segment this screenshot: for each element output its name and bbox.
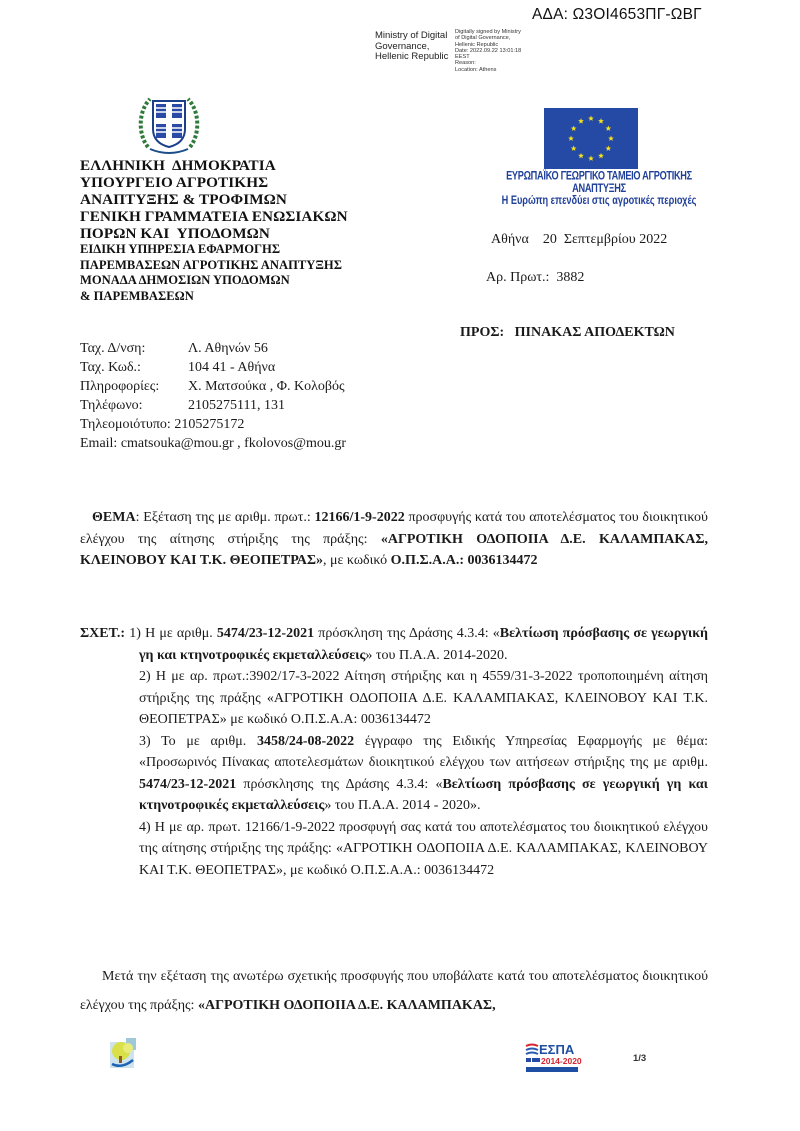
signature-detail: of Digital Governance,	[455, 35, 511, 42]
subject-text: προσφυγής κατά του αποτελέσματος του διοικητικού ελέγχου της αίτησης στήριξης της πράξης:	[80, 510, 708, 547]
contact-label: Τηλεομοιότυπο:	[80, 417, 171, 432]
issuer-line: ΑΝΑΠΤΥΞΗΣ & ΤΡΟΦΙΜΩΝ	[80, 191, 288, 208]
contact-label: Email:	[80, 436, 118, 451]
signature-detail: Hellenic Republic	[455, 41, 499, 48]
place-date	[491, 232, 667, 248]
related-item-4: 4) Η με αρ. πρωτ. 12166/1-9-2022 προσφυγή σας κατά του αποτελέσματος του διοικητικού ελέγχου της αίτησης στήριξης της πράξης: «ΑΓΡΟΤΙΚΗ ΟΔΟΠΟΙΙΑ Δ.Ε. ΚΑΛΑΜΠΑΚΑΣ, ΚΛΕΙΝΟΒΟΥ ΚΑΙ Τ.Κ. ΘΕΟΠΕΤΡΑΣ», με κωδικό Ο.Π.Σ.Α.Α.: 0036134472	[139, 819, 708, 878]
recipients: ΠΡΟΣ: ΠΙΝΑΚΑΣ ΑΠΟΔΕΚΤΩΝ	[460, 325, 675, 340]
contact-label: Τηλέφωνο:	[80, 398, 143, 413]
contact-row	[80, 358, 346, 377]
contact-value: 2105275172	[174, 417, 245, 432]
related-text: » του Π.Α.Α. 2014 - 2020».	[324, 798, 481, 813]
signature-detail: Location: Athens	[455, 66, 497, 73]
contact-row	[80, 434, 346, 453]
related-text: 1) Η με αριθμ.	[129, 626, 217, 641]
project-title: «ΑΓΡΟΤΙΚΗ ΟΔΟΠΟΙΙΑ Δ.Ε. ΚΑΛΑΜΠΑΚΑΣ, ΚΛΕΙΝΟΒΟΥ ΚΑΙ Τ.Κ. ΘΕΟΠΕΤΡΑΣ»	[80, 531, 708, 568]
subject-text: : Εξέταση της με αριθμ. πρωτ.:	[135, 510, 315, 525]
issuer-line: ΓΕΝΙΚΗ ΓΡΑΜΜΑΤΕΙΑ ΕΝΩΣΙΑΚΩΝ	[80, 208, 348, 225]
issuer-line: ΜΟΝΑΔΑ ΔΗΜΟΣΙΩΝ ΥΠΟΔΟΜΩΝ	[80, 273, 290, 287]
body-text: Μετά την εξέταση της ανωτέρω σχετικής προσφυγής που υποβάλατε κατά του αποτελέσματος διοικητικού ελέγχου της πράξης:	[80, 969, 708, 1013]
subject-paragraph	[80, 507, 708, 572]
page-number: 1/3	[633, 1053, 647, 1064]
project-title: «ΑΓΡΟΤΙΚΗ ΟΔΟΠΟΙΙΑ Δ.Ε. ΚΑΛΑΜΠΑΚΑΣ,	[197, 998, 496, 1013]
ada-code: ΑΔΑ: Ω3ΟΙ4653ΠΓ-ΩΒΓ	[532, 6, 702, 23]
signer-line: Ministry of Digital	[375, 30, 448, 41]
contact-value: Λ. Αθηνών 56	[188, 341, 268, 356]
signature-detail: Reason:	[455, 60, 476, 67]
subject-text: , με κωδικό	[323, 553, 391, 568]
related-item-2: 2) Η με αρ. πρωτ.:3902/17-3-2022 Αίτηση στήριξης και η 4559/31-3-2022 τροποποιημένη αίτηση στήριξης της πράξης «ΑΓΡΟΤΙΚΗ ΟΔΟΠΟΙΙΑ Δ.Ε. ΚΑΛΑΜΠΑΚΑΣ, ΚΛΕΙΝΟΒΟΥ ΚΑΙ Τ.Κ. ΘΕΟΠΕΤΡΑΣ» με κωδικό Ο.Π.Σ.Α.Α: 0036134472	[139, 669, 708, 727]
signer-line: Hellenic Republic	[375, 51, 449, 62]
action-title: Βελτίωση πρόσβασης σε γεωργική γη και κτηνοτροφικές εκμεταλλεύσεις	[139, 626, 708, 663]
eafrd-logo-text	[484, 169, 714, 207]
call-number: 5474/23-12-2021	[139, 776, 237, 792]
action-title: Βελτίωση πρόσβασης σε γεωργική γη και κτηνοτροφικές εκμεταλλεύσεις	[139, 776, 708, 813]
appeal-number: 12166/1-9-2022	[314, 510, 405, 525]
place: Αθήνα	[491, 232, 529, 247]
issuer-line: ΠΟΡΩΝ ΚΑΙ ΥΠΟΔΟΜΩΝ	[80, 225, 270, 242]
eafrd-title: ΕΥΡΩΠΑΪΚΟ ΓΕΩΡΓΙΚΟ ΤΑΜΕΙΟ ΑΓΡΟΤΙΚΗΣ ΑΝΑΠΤΥΞΗΣ	[506, 169, 692, 195]
contact-value: Χ. Ματσούκα , Φ. Κολοβός	[188, 379, 345, 394]
related-item-3	[139, 731, 708, 817]
contact-row	[80, 415, 346, 434]
contact-value: 2105275111, 131	[188, 398, 285, 413]
related-text: » του Π.Α.Α. 2014-2020.	[365, 647, 508, 663]
contact-label: Ταχ. Δ/νση:	[80, 341, 146, 356]
espa-2014-2020-logo-icon	[524, 1040, 584, 1074]
issuer-line: ΥΠΟΥΡΓΕΙΟ ΑΓΡΟΤΙΚΗΣ	[80, 174, 269, 191]
signature-detail: Date: 2022.09.22 13:01:18	[455, 47, 522, 54]
related-item-1	[80, 623, 708, 666]
document-number: 3458/24-08-2022	[256, 733, 355, 749]
contact-info	[80, 339, 346, 453]
related-label: ΣΧΕΤ.:	[80, 626, 126, 641]
greek-coat-of-arms-icon	[136, 89, 202, 157]
espa-years: 2014-2020	[541, 1056, 582, 1066]
document-date: 20 Σεπτεμβρίου 2022	[542, 232, 668, 247]
project-code: Ο.Π.Σ.Α.Α.: 0036134472	[390, 553, 538, 568]
contact-row	[80, 339, 346, 358]
contact-row	[80, 377, 346, 396]
protocol-number: Αρ. Πρωτ.: 3882	[486, 270, 585, 285]
issuer-line: ΕΙΔΙΚΗ ΥΠΗΡΕΣΙΑ ΕΦΑΡΜΟΓΗΣ	[80, 242, 281, 256]
issuer-line: ΠΑΡΕΜΒΑΣΕΩΝ ΑΓΡΟΤΙΚΗΣ ΑΝΑΠΤΥΞΗΣ	[80, 257, 342, 272]
rural-development-tree-logo-icon	[108, 1038, 138, 1070]
related-text: πρόσκλησης της Δράσης 4.3.4: «	[236, 776, 443, 792]
related-text: πρόσκληση της Δράσης 4.3.4: «	[314, 626, 500, 641]
body-paragraph	[80, 962, 708, 1020]
contact-email[interactable]: cmatsouka@mou.gr , fkolovos@mou.gr	[120, 436, 347, 451]
issuer-line: & ΠΑΡΕΜΒΑΣΕΩΝ	[80, 288, 194, 303]
espa-title: ΕΣΠΑ	[539, 1042, 575, 1057]
signature-detail: Digitally signed by Ministry	[455, 29, 521, 35]
eu-flag-icon	[544, 108, 638, 169]
signature-detail: EEST	[455, 54, 470, 61]
issuer-line: ΕΛΛΗΝΙΚΗ ΔΗΜΟΚΡΑΤΙΑ	[80, 157, 276, 174]
contact-label: Πληροφορίες:	[80, 379, 160, 394]
digital-signature-details	[455, 29, 521, 73]
contact-label: Ταχ. Κωδ.:	[80, 360, 141, 375]
digital-signature-signer	[375, 31, 448, 63]
signer-line: Governance,	[375, 40, 430, 52]
related-references	[80, 623, 708, 881]
eafrd-slogan: Η Ευρώπη επενδύει στις αγροτικές περιοχές	[501, 193, 697, 207]
related-text: 3) Το με αριθμ.	[139, 733, 257, 749]
issuer-header	[80, 157, 348, 304]
call-number: 5474/23-12-2021	[216, 626, 315, 641]
contact-value: 104 41 - Αθήνα	[188, 360, 276, 375]
related-text: έγγραφο της Ειδικής Υπηρεσίας Εφαρμογής με θέμα: «Προσωρινός Πίνακας αποτελεσμάτων διοικητικού ελέγχου των αιτήσεων στήριξης της με αριθμ.	[139, 733, 708, 770]
contact-row	[80, 396, 346, 415]
subject-label: ΘΕΜΑ	[92, 510, 136, 525]
